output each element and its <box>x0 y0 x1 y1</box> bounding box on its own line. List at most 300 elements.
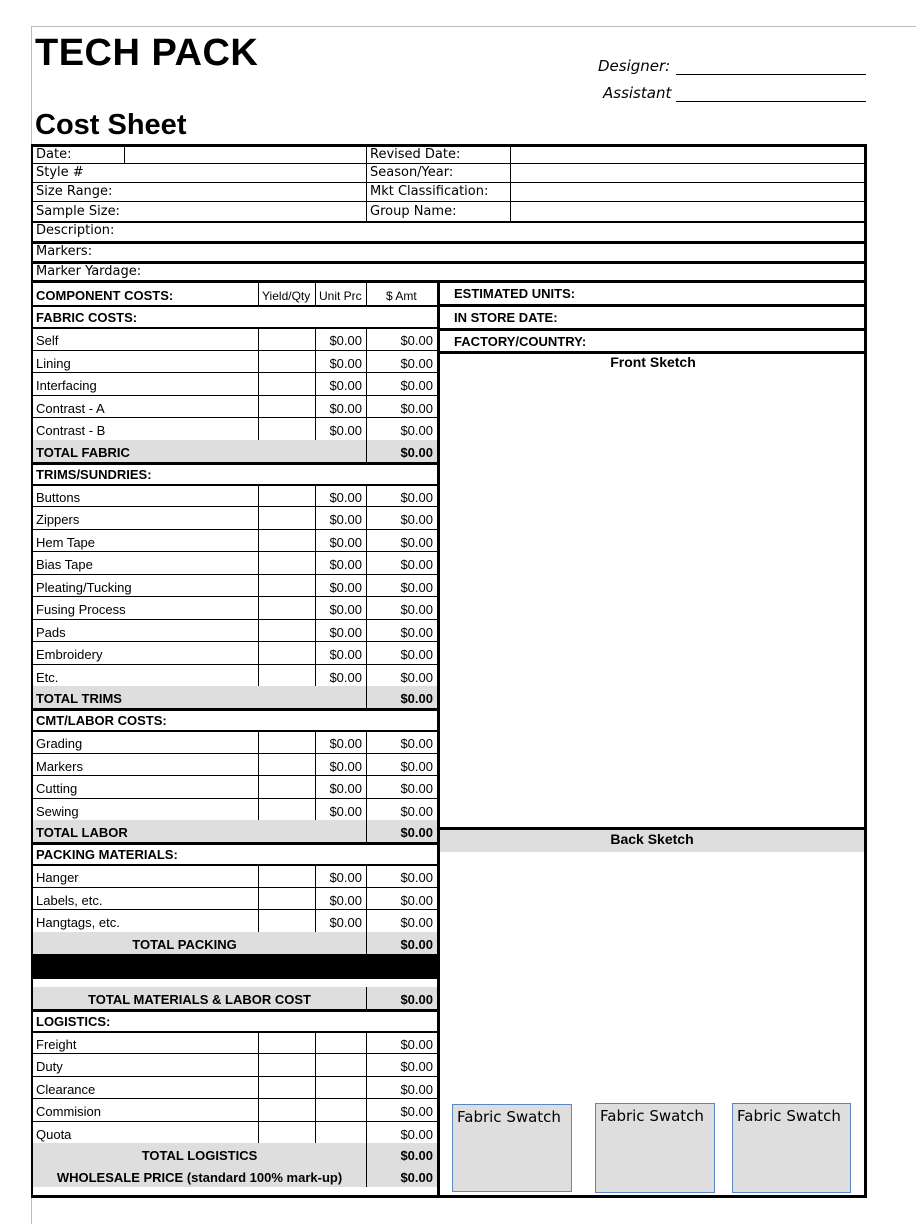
assistant-field[interactable] <box>676 101 866 102</box>
logistics-amount: $0.00 <box>400 1104 433 1119</box>
trims-yield-cell[interactable] <box>259 530 314 551</box>
trims-amount: $0.00 <box>400 602 433 617</box>
wholesale-value: $0.00 <box>400 1170 433 1185</box>
col-rule <box>366 372 367 395</box>
packing-amount: $0.00 <box>400 892 433 908</box>
trims-item-label: Bias Tape <box>36 557 93 572</box>
info-label-right: Season/Year: <box>370 165 454 180</box>
trims-amount: $0.00 <box>400 512 433 527</box>
col-rule <box>258 641 259 664</box>
col-rule <box>258 506 259 529</box>
labor-item-label: Sewing <box>36 803 79 819</box>
col-rule <box>315 775 316 798</box>
col-rule <box>366 529 367 552</box>
info-row-line <box>31 221 866 223</box>
col-rule <box>258 551 259 574</box>
col-rule <box>315 1098 316 1121</box>
labor-item-label: Grading <box>36 736 83 751</box>
materials-total-label: TOTAL MATERIALS & LABOR COST <box>88 991 311 1007</box>
fabric-item-label: Self <box>36 333 59 348</box>
col-rule <box>366 1031 367 1054</box>
col-rule <box>258 753 259 776</box>
trims-unit-price: $0.00 <box>329 512 362 527</box>
in-store-date-field[interactable] <box>600 311 860 327</box>
trims-unit-price: $0.00 <box>329 557 362 572</box>
logistics-section-heading: LOGISTICS: <box>36 1013 111 1029</box>
labor-unit-price: $0.00 <box>329 758 362 774</box>
fabric-item-label: Contrast - B <box>36 423 106 438</box>
trims-unit-price: $0.00 <box>329 669 362 685</box>
logistics-yield-cell[interactable] <box>259 1032 314 1053</box>
col-rule <box>366 686 367 708</box>
col-rule <box>366 350 367 373</box>
col-rule <box>366 820 367 842</box>
col-rule <box>366 1053 367 1076</box>
col-rule <box>258 887 259 910</box>
rule <box>33 484 437 486</box>
col-rule <box>366 909 367 932</box>
packing-total-value: $0.00 <box>400 936 433 952</box>
info-divider <box>124 147 125 163</box>
col-rule <box>315 484 316 507</box>
info-field-left[interactable] <box>126 166 364 182</box>
col-rule <box>366 775 367 798</box>
labor-unit-price: $0.00 <box>329 781 362 796</box>
unit-price-column-header: Unit Prc <box>319 289 362 303</box>
col-rule <box>258 574 259 597</box>
col-rule <box>315 1053 316 1076</box>
labor-amount: $0.00 <box>400 736 433 751</box>
logistics-unit-price-cell[interactable] <box>316 1077 365 1098</box>
trims-yield-cell[interactable] <box>259 665 314 686</box>
trims-yield-cell[interactable] <box>259 507 314 528</box>
row-rule <box>33 909 437 910</box>
col-rule <box>366 283 367 305</box>
trims-yield-cell[interactable] <box>259 597 314 618</box>
trims-amount: $0.00 <box>400 624 433 640</box>
info-label-left: Size Range: <box>36 184 113 199</box>
col-rule <box>258 619 259 642</box>
logistics-unit-price-cell[interactable] <box>316 1032 365 1053</box>
fabric-item-label: Interfacing <box>36 378 97 393</box>
row-rule <box>33 1098 437 1099</box>
col-rule <box>258 1053 259 1076</box>
in-store-date-label: IN STORE DATE: <box>454 310 558 325</box>
col-rule <box>315 596 316 619</box>
col-rule <box>315 283 316 305</box>
row-rule <box>33 798 437 799</box>
row-rule <box>33 641 437 642</box>
col-rule <box>258 730 259 753</box>
col-rule <box>258 1098 259 1121</box>
logistics-item-label: Quota <box>36 1126 72 1142</box>
col-rule <box>258 1121 259 1144</box>
logistics-yield-cell[interactable] <box>259 1099 314 1120</box>
info-label-full: Markers: <box>36 244 93 259</box>
fabric-total-label: TOTAL FABRIC <box>36 444 130 460</box>
logistics-unit-price-cell[interactable] <box>316 1099 365 1120</box>
col-rule <box>366 1076 367 1099</box>
estimated-units-field[interactable] <box>600 287 860 303</box>
col-rule <box>258 775 259 798</box>
col-rule <box>366 1165 367 1187</box>
logistics-unit-price-cell[interactable] <box>316 1054 365 1075</box>
packing-yield-cell[interactable] <box>259 888 314 909</box>
col-rule <box>366 506 367 529</box>
rule <box>33 842 437 845</box>
fabric-unit-price: $0.00 <box>329 400 362 416</box>
col-rule <box>366 987 367 1009</box>
trims-yield-cell[interactable] <box>259 575 314 596</box>
packing-yield-cell[interactable] <box>259 910 314 931</box>
rule <box>31 261 866 264</box>
labor-section-heading: CMT/LABOR COSTS: <box>36 713 167 728</box>
trims-item-label: Buttons <box>36 489 81 505</box>
wholesale-label: WHOLESALE PRICE (standard 100% mark-up) <box>56 1170 343 1185</box>
row-rule <box>33 753 437 754</box>
rule <box>33 1031 437 1033</box>
rule <box>33 305 437 307</box>
row-rule <box>33 551 437 552</box>
col-rule <box>258 529 259 552</box>
col-rule <box>315 1121 316 1144</box>
fabric-unit-price: $0.00 <box>329 378 362 393</box>
info-field-left[interactable] <box>126 148 364 164</box>
trims-unit-price: $0.00 <box>329 534 362 550</box>
col-rule <box>315 327 316 350</box>
trims-yield-cell[interactable] <box>259 642 314 663</box>
col-rule <box>315 1076 316 1099</box>
col-rule <box>366 619 367 642</box>
info-row-line <box>31 182 866 183</box>
packing-yield-cell[interactable] <box>259 865 314 886</box>
info-divider <box>510 147 511 221</box>
info-field-right[interactable] <box>512 205 862 221</box>
info-field-right[interactable] <box>512 166 862 182</box>
fabric-amount: $0.00 <box>400 423 433 438</box>
fabric-swatch-label: Fabric Swatch <box>457 1108 561 1126</box>
col-rule <box>366 753 367 776</box>
fabric-unit-price: $0.00 <box>329 333 362 348</box>
col-rule <box>366 798 367 821</box>
table-bottom-border <box>31 1195 866 1198</box>
table-left-border <box>31 144 33 1198</box>
labor-unit-price: $0.00 <box>329 736 362 751</box>
packing-unit-price: $0.00 <box>329 870 362 885</box>
fabric-swatch-label: Fabric Swatch <box>737 1107 841 1125</box>
packing-item-label: Hanger <box>36 870 79 885</box>
col-rule <box>366 664 367 687</box>
trims-total-label: TOTAL TRIMS <box>36 691 122 706</box>
labor-yield-cell[interactable] <box>259 799 314 820</box>
trims-total-value: $0.00 <box>400 691 433 706</box>
logistics-yield-cell[interactable] <box>259 1054 314 1075</box>
fabric-yield-cell[interactable] <box>259 351 314 372</box>
col-rule <box>366 1121 367 1144</box>
fabric-item-label: Contrast - A <box>36 400 105 416</box>
trims-amount: $0.00 <box>400 534 433 550</box>
logistics-amount: $0.00 <box>400 1126 433 1142</box>
rule <box>33 730 437 732</box>
info-label-right: Group Name: <box>370 204 457 219</box>
col-rule <box>315 641 316 664</box>
trims-item-label: Etc. <box>36 669 59 685</box>
logistics-item-label: Duty <box>36 1059 63 1074</box>
labor-amount: $0.00 <box>400 758 433 774</box>
page-subtitle: Cost Sheet <box>35 109 187 141</box>
info-label-right: Revised Date: <box>370 147 461 162</box>
col-rule <box>315 798 316 821</box>
page-title: TECH PACK <box>35 32 259 74</box>
row-rule <box>33 619 437 620</box>
labor-yield-cell[interactable] <box>259 754 314 775</box>
back-sketch-area[interactable] <box>442 854 862 1099</box>
trims-yield-cell[interactable] <box>259 485 314 506</box>
info-field-right[interactable] <box>512 148 862 164</box>
row-rule <box>33 506 437 507</box>
row-rule <box>33 395 437 396</box>
factory-country-field[interactable] <box>600 335 860 351</box>
row-rule <box>33 350 437 351</box>
page-border-top <box>31 26 916 27</box>
row-rule <box>33 529 437 530</box>
amount-column-header: $ Amt <box>386 289 417 303</box>
packing-item-label: Labels, etc. <box>36 892 103 908</box>
packing-item-label: Hangtags, etc. <box>36 915 120 930</box>
trims-item-label: Pleating/Tucking <box>36 579 132 595</box>
logistics-amount: $0.00 <box>400 1036 433 1052</box>
col-rule <box>366 596 367 619</box>
designer-field[interactable] <box>676 74 866 75</box>
logistics-total-value: $0.00 <box>400 1148 433 1163</box>
logistics-amount: $0.00 <box>400 1081 433 1097</box>
packing-amount: $0.00 <box>400 870 433 885</box>
labor-yield-cell[interactable] <box>259 731 314 752</box>
labor-amount: $0.00 <box>400 803 433 819</box>
row-rule <box>33 664 437 665</box>
logistics-item-label: Commision <box>36 1104 102 1119</box>
fabric-amount: $0.00 <box>400 400 433 416</box>
logistics-yield-cell[interactable] <box>259 1077 314 1098</box>
labor-yield-cell[interactable] <box>259 776 314 797</box>
materials-total-value: $0.00 <box>400 991 433 1007</box>
col-rule <box>258 372 259 395</box>
rule <box>31 241 866 244</box>
yield-column-header: Yield/Qty <box>262 289 311 303</box>
packing-unit-price: $0.00 <box>329 915 362 930</box>
fabric-swatch-box[interactable] <box>452 1104 572 1192</box>
row-rule <box>33 417 437 418</box>
col-rule <box>366 484 367 507</box>
rule <box>440 328 866 331</box>
info-field-right[interactable] <box>512 185 862 201</box>
labor-total-label: TOTAL LABOR <box>36 825 128 840</box>
col-rule <box>315 529 316 552</box>
trims-item-label: Fusing Process <box>36 602 126 617</box>
fabric-unit-price: $0.00 <box>329 423 362 438</box>
info-label-left: Style # <box>36 165 84 180</box>
row-rule <box>33 574 437 575</box>
trims-item-label: Zippers <box>36 512 80 527</box>
trims-amount: $0.00 <box>400 669 433 685</box>
col-rule <box>315 730 316 753</box>
row-rule <box>33 1076 437 1077</box>
fabric-amount: $0.00 <box>400 355 433 371</box>
col-rule <box>315 1031 316 1054</box>
col-rule <box>258 909 259 932</box>
row-rule <box>33 372 437 373</box>
row-rule <box>33 775 437 776</box>
col-rule <box>315 574 316 597</box>
row-rule <box>33 887 437 888</box>
col-rule <box>258 395 259 418</box>
packing-amount: $0.00 <box>400 915 433 930</box>
col-rule <box>258 798 259 821</box>
table-center-border <box>437 283 440 1198</box>
trims-unit-price: $0.00 <box>329 489 362 505</box>
row-rule <box>33 1121 437 1122</box>
labor-amount: $0.00 <box>400 781 433 796</box>
rule <box>33 708 437 711</box>
row-rule <box>33 1053 437 1054</box>
logistics-total-label: TOTAL LOGISTICS <box>141 1148 258 1163</box>
info-row-line <box>31 201 866 202</box>
trims-item-label: Embroidery <box>36 647 103 662</box>
col-rule <box>315 551 316 574</box>
separator-bar <box>33 957 437 979</box>
col-rule <box>366 417 367 440</box>
col-rule <box>315 417 316 440</box>
col-rule <box>258 417 259 440</box>
logistics-yield-cell[interactable] <box>259 1122 314 1143</box>
trims-yield-cell[interactable] <box>259 552 314 573</box>
col-rule <box>315 350 316 373</box>
trims-section-heading: TRIMS/SUNDRIES: <box>36 466 152 482</box>
front-sketch-label: Front Sketch <box>610 354 696 370</box>
col-rule <box>315 887 316 910</box>
fabric-swatch-box[interactable] <box>732 1103 851 1193</box>
col-rule <box>366 327 367 350</box>
col-rule <box>366 551 367 574</box>
back-sketch-label: Back Sketch <box>610 831 694 847</box>
col-rule <box>366 395 367 418</box>
fabric-item-label: Lining <box>36 355 71 371</box>
trims-amount: $0.00 <box>400 557 433 572</box>
info-label-left: Sample Size: <box>36 204 120 219</box>
row-rule <box>33 596 437 597</box>
rule <box>33 462 437 465</box>
trims-amount: $0.00 <box>400 489 433 505</box>
col-rule <box>258 283 259 305</box>
col-rule <box>366 730 367 753</box>
col-rule <box>315 664 316 687</box>
col-rule <box>366 1143 367 1165</box>
packing-section-heading: PACKING MATERIALS: <box>36 847 178 862</box>
col-rule <box>366 932 367 954</box>
rule <box>440 304 866 307</box>
col-rule <box>315 864 316 887</box>
packing-total-label: TOTAL PACKING <box>132 936 237 952</box>
fabric-yield-cell[interactable] <box>259 396 314 417</box>
fabric-swatch-label: Fabric Swatch <box>600 1107 704 1125</box>
labor-unit-price: $0.00 <box>329 803 362 819</box>
fabric-yield-cell[interactable] <box>259 418 314 439</box>
trims-unit-price: $0.00 <box>329 624 362 640</box>
col-rule <box>258 1031 259 1054</box>
col-rule <box>258 664 259 687</box>
col-rule <box>366 1098 367 1121</box>
trims-unit-price: $0.00 <box>329 579 362 595</box>
col-rule <box>258 596 259 619</box>
component-costs-header: COMPONENT COSTS: <box>36 288 174 303</box>
col-rule <box>366 887 367 910</box>
col-rule <box>315 372 316 395</box>
fabric-section-heading: FABRIC COSTS: <box>36 310 138 325</box>
labor-item-label: Cutting <box>36 781 78 796</box>
packing-unit-price: $0.00 <box>329 892 362 908</box>
info-label-left: Date: <box>36 147 72 162</box>
info-label-right: Mkt Classification: <box>370 184 489 199</box>
col-rule <box>258 1076 259 1099</box>
estimated-units-label: ESTIMATED UNITS: <box>454 286 576 301</box>
fabric-swatch-box[interactable] <box>595 1103 715 1193</box>
designer-label: Designer: <box>598 57 671 75</box>
trims-yield-cell[interactable] <box>259 620 314 641</box>
trims-amount: $0.00 <box>400 647 433 662</box>
rule <box>33 864 437 866</box>
col-rule <box>366 641 367 664</box>
labor-total-value: $0.00 <box>400 825 433 840</box>
fabric-unit-price: $0.00 <box>329 355 362 371</box>
rule <box>33 1009 437 1012</box>
col-rule <box>366 440 367 462</box>
assistant-label: Assistant <box>603 84 672 102</box>
col-rule <box>258 350 259 373</box>
col-rule <box>315 753 316 776</box>
fabric-total-value: $0.00 <box>400 444 433 460</box>
col-rule <box>258 327 259 350</box>
col-rule <box>315 506 316 529</box>
trims-unit-price: $0.00 <box>329 647 362 662</box>
rule <box>31 280 866 283</box>
fabric-yield-cell[interactable] <box>259 373 314 394</box>
trims-amount: $0.00 <box>400 579 433 595</box>
labor-item-label: Markers <box>36 758 83 774</box>
fabric-amount: $0.00 <box>400 333 433 348</box>
col-rule <box>315 619 316 642</box>
factory-country-label: FACTORY/COUNTRY: <box>454 334 587 349</box>
col-rule <box>258 484 259 507</box>
col-rule <box>366 574 367 597</box>
trims-item-label: Hem Tape <box>36 534 96 550</box>
info-label-full: Marker Yardage: <box>36 264 142 279</box>
logistics-item-label: Clearance <box>36 1081 96 1097</box>
col-rule <box>315 395 316 418</box>
trims-item-label: Pads <box>36 624 66 640</box>
col-rule <box>366 864 367 887</box>
col-rule <box>258 864 259 887</box>
front-sketch-area[interactable] <box>442 372 862 824</box>
fabric-amount: $0.00 <box>400 378 433 393</box>
info-divider <box>366 147 367 221</box>
info-label-full: Description: <box>36 223 115 238</box>
logistics-amount: $0.00 <box>400 1059 433 1074</box>
logistics-unit-price-cell[interactable] <box>316 1122 365 1143</box>
logistics-item-label: Freight <box>36 1036 77 1052</box>
rule <box>33 327 437 329</box>
table-right-border <box>864 144 867 1198</box>
fabric-yield-cell[interactable] <box>259 328 314 349</box>
